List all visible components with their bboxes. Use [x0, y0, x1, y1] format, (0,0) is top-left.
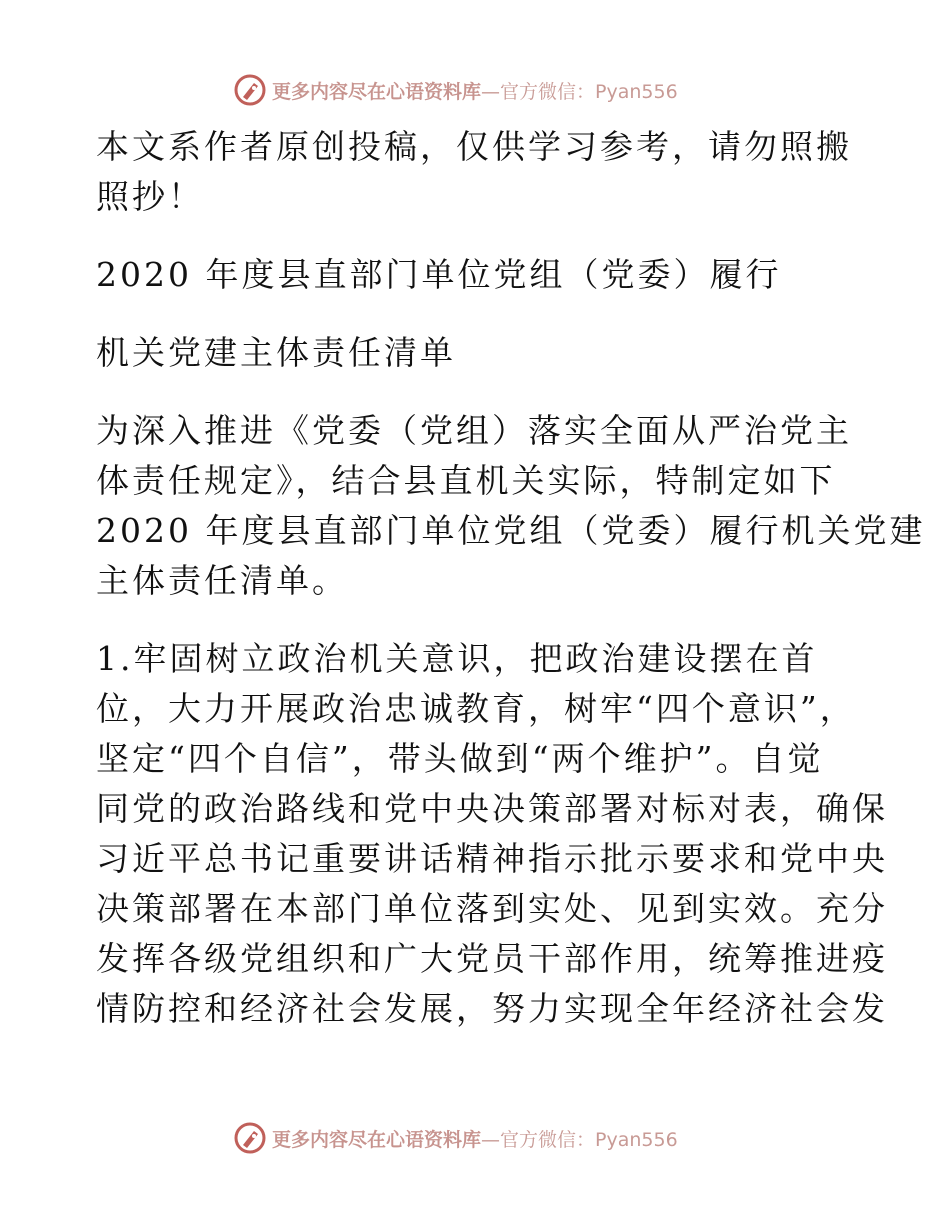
- banner-text: [272, 1125, 678, 1152]
- text-line: 本文系作者原创投稿，仅供学习参考，请勿照搬: [96, 127, 852, 166]
- text-line: 习近平总书记重要讲话精神指示批示要求和党中央: [96, 839, 888, 878]
- header-banner: [232, 70, 732, 110]
- text-line: 情防控和经济社会发展，努力实现全年经济社会发: [96, 989, 888, 1028]
- document-title-line-2: 机关党建主体责任清单: [96, 333, 456, 372]
- banner-separator: —: [481, 1128, 501, 1151]
- text-line: 2020 年度县直部门单位党组（党委）履行机关党建: [96, 511, 926, 550]
- copyright-notice: [96, 122, 866, 222]
- text-line: 坚定“四个自信”，带头做到“两个维护”。自觉: [96, 739, 824, 778]
- intro-paragraph: [96, 406, 926, 606]
- text-line: 决策部署在本部门单位落到实处、见到实效。充分: [96, 889, 888, 928]
- text-line: 照抄！: [96, 177, 204, 216]
- text-line: 为深入推进《党委（党组）落实全面从严治党主: [96, 411, 852, 450]
- item-1-paragraph: [96, 634, 888, 1034]
- banner-text: [272, 77, 678, 104]
- footer-banner: [232, 1118, 732, 1158]
- banner-site: 更多内容尽在心语资料库: [272, 1128, 482, 1151]
- banner-separator: —: [481, 80, 501, 103]
- banner-contact-label: 官方微信：: [500, 1128, 596, 1151]
- text-line: 发挥各级党组织和广大党员干部作用，统筹推进疫: [96, 939, 888, 978]
- fountain-pen-seal-icon: [232, 72, 268, 108]
- banner-contact-label: 官方微信：: [500, 80, 596, 103]
- text-line: 位，大力开展政治忠诚教育，树牢“四个意识”，: [96, 689, 856, 728]
- banner-site: 更多内容尽在心语资料库: [272, 80, 482, 103]
- text-line: 体责任规定》，结合县直机关实际，特制定如下: [96, 461, 836, 500]
- text-line: 主体责任清单。: [96, 561, 348, 600]
- banner-contact-id: Pyan556: [595, 80, 678, 103]
- fountain-pen-seal-icon: [232, 1120, 268, 1156]
- text-line: 同党的政治路线和党中央决策部署对标对表，确保: [96, 789, 888, 828]
- document-body: [96, 122, 926, 1034]
- banner-contact-id: Pyan556: [595, 1128, 678, 1151]
- text-line: 1.牢固树立政治机关意识，把政治建设摆在首: [96, 639, 818, 678]
- document-title-line-1: 2020 年度县直部门单位党组（党委）履行: [96, 255, 782, 294]
